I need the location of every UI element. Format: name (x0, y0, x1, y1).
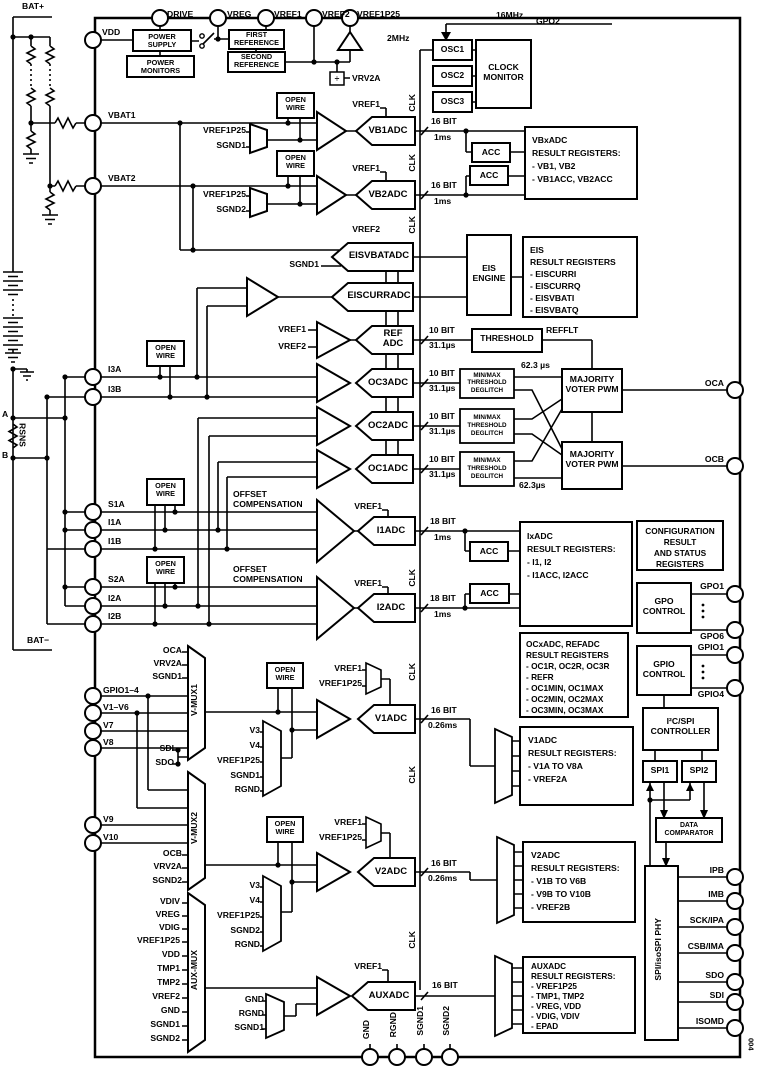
pin-vref2 (306, 10, 322, 26)
clk-label: CLK (407, 216, 417, 234)
label-v3: V3 (249, 880, 260, 890)
rate-1ms: 1ms (434, 132, 452, 142)
pin-label-ocb: OCB (704, 454, 724, 464)
offset-comp-triangle (317, 577, 354, 639)
open-wire: OPEN WIRE (274, 819, 296, 837)
pin-csb-ima (727, 945, 743, 961)
pin-label-sdo: SDO (705, 970, 724, 980)
rate-311us: 31.1µs (429, 383, 456, 393)
config-reg-line: AND STATUS (653, 548, 707, 558)
pin-label-isomd: ISOMD (695, 1016, 724, 1026)
label-sgnd1: SGND1 (216, 140, 246, 150)
label-rsns: RSNS (17, 423, 28, 447)
label-gnd: GND (160, 1005, 180, 1015)
pin-label-imb: IMB (708, 889, 724, 899)
label-vref1p25: VREF1P25 (137, 935, 180, 945)
v2-reg-line: - V1B TO V6B (531, 876, 587, 886)
dotted-segments (13, 64, 50, 318)
majority-voter: MAJORITY VOTER PWM (565, 374, 619, 394)
pin-v7 (85, 723, 101, 739)
clk-label: CLK (407, 154, 417, 172)
pin-vdd (85, 32, 101, 48)
external-battery-wiring (3, 17, 85, 650)
minmax-line: THRESHOLD (467, 379, 507, 386)
buffer-triangle (317, 407, 350, 445)
pin-oca (727, 382, 743, 398)
pin-gpio14 (85, 688, 101, 704)
rate-16bit: 16 BIT (431, 180, 457, 190)
offset-compensation: OFFSET COMPENSATION (233, 489, 303, 509)
vbx-reg-line: VBxADC (532, 135, 568, 145)
pin-s1a (85, 504, 101, 520)
rate-18bit: 18 BIT (430, 593, 456, 603)
pin-i2a (85, 598, 101, 614)
pin-v8 (85, 740, 101, 756)
pin-label-i2b: I2B (108, 611, 122, 621)
label-sdi: SDI (159, 743, 174, 753)
pin-gpo1 (727, 586, 743, 602)
fanout-shape (495, 729, 512, 803)
v2-reg-line: - V9B TO V10B (531, 889, 592, 899)
eis-reg-line: - EISCURRQ (530, 281, 581, 291)
label-vref1p25: VREF1P25 (217, 910, 260, 920)
ocx-reg-line: - OC2MIN, OC2MAX (526, 694, 604, 704)
mux-shape (263, 876, 281, 951)
open-wire: OPEN WIRE (285, 153, 306, 171)
minmax-line: DEGLITCH (470, 430, 504, 437)
ocx-reg-line: - OC1MIN, OC1MAX (526, 683, 604, 693)
minmax-line: THRESHOLD (467, 465, 507, 472)
arrow-up-spi2 (686, 783, 694, 791)
pin-label-i3a: I3A (108, 364, 122, 374)
label-2mhz: 2MHz (387, 33, 410, 43)
pin-label-vref1: VREF1 (274, 9, 302, 19)
osc3: OSC3 (440, 96, 465, 106)
pin-isomd (727, 1020, 743, 1036)
pin-vref1 (258, 10, 274, 26)
rate-026ms: 0.26ms (428, 720, 458, 730)
pin-i3b (85, 389, 101, 405)
gpo-control: GPO CONTROL (642, 596, 686, 616)
adc-i1: I1ADC (376, 525, 406, 536)
minmax-line: DEGLITCH (470, 387, 504, 394)
ix-reg-line: IxADC (527, 531, 553, 541)
pin-label-gpo1: GPO1 (700, 581, 724, 591)
pin-label-v1v6: V1–V6 (103, 702, 129, 712)
label-vref1p25: VREF1P25 (319, 678, 362, 688)
osc1: OSC1 (440, 44, 465, 54)
ix-reg-line: - I1, I2 (527, 557, 552, 567)
vmux1-label: V-MUX1 (189, 684, 199, 716)
eis-reg-line: EIS (530, 245, 544, 255)
open-wire: OPEN WIRE (155, 559, 176, 577)
osc2: OSC2 (440, 70, 465, 80)
vbx-reg-line: - VB1, VB2 (532, 161, 576, 171)
clk-label: CLK (407, 94, 417, 112)
v1-reg-line: - VREF2A (528, 774, 568, 784)
pin-label-sck-ipa: SCK/IPA (689, 915, 724, 925)
buffer-triangle (247, 278, 278, 316)
label-bat-minus: BAT− (27, 635, 50, 645)
vmux2-label: V-MUX2 (189, 812, 199, 844)
rate-16bit: 16 BIT (432, 980, 458, 990)
label-vdd: VDD (161, 949, 180, 959)
label-vref2: VREF2 (352, 224, 380, 234)
label-vref1: VREF1 (354, 578, 382, 588)
pin-label-vbat2: VBAT2 (108, 173, 136, 183)
pin-label-gnd: GND (361, 1020, 371, 1040)
pin-label-v9: V9 (103, 814, 114, 824)
pin-i2b (85, 616, 101, 632)
pin-i1b (85, 541, 101, 557)
label-vdiv: VDIV (159, 896, 180, 906)
pin-label-i1b: I1B (108, 536, 122, 546)
aux-reg-line: - VDIG, VDIV (531, 1012, 580, 1021)
buffer-triangle (317, 853, 350, 891)
fanout-shape (497, 837, 514, 923)
clk-label: CLK (407, 569, 417, 587)
acc-label: ACC (480, 588, 499, 598)
ix-reg-line: - I1ACC, I2ACC (527, 570, 589, 580)
config-reg-line: RESULT (663, 537, 697, 547)
label-vref2: VREF2 (152, 991, 180, 1001)
aux-reg-line: - VREF1P25 (531, 982, 577, 991)
pin-label-sdi: SDI (709, 990, 724, 1000)
minmax-line: DEGLITCH (470, 473, 504, 480)
pin-imb (727, 893, 743, 909)
adc-aux: AUXADC (368, 990, 410, 1001)
pin-label-gpio4: GPIO4 (697, 689, 724, 699)
adc-v2: V2ADC (374, 866, 408, 877)
spi1: SPI1 (650, 765, 670, 775)
label-sgnd1: SGND1 (150, 1019, 180, 1029)
label-vrv2a: VRV2A (352, 73, 381, 83)
ix-reg-line: RESULT REGISTERS: (527, 544, 616, 554)
vbx-reg-line: - VB1ACC, VB2ACC (532, 174, 613, 184)
pin-label-csb-ima: CSB/IMA (687, 941, 724, 951)
label-rgnd: RGND (234, 784, 260, 794)
label-vref1: VREF1 (278, 324, 306, 334)
buffer-triangle (317, 112, 346, 150)
pin-label-v8: V8 (103, 737, 114, 747)
label-vref1p25: VREF1P25 (217, 755, 260, 765)
label-sgnd2: SGND2 (152, 875, 182, 885)
pin-label-gpo6: GPO6 (700, 631, 724, 641)
pin-label-sgnd1: SGND1 (415, 1006, 425, 1036)
eis-reg-line: RESULT REGISTERS (530, 257, 616, 267)
pin-gpo6 (727, 622, 743, 638)
rate-18bit: 18 BIT (430, 516, 456, 526)
pin-vreg (210, 10, 226, 26)
pin-label-vref1p25: VREF1P25 (357, 9, 400, 19)
switch-contact (200, 34, 204, 38)
spi2: SPI2 (689, 765, 709, 775)
ocx-reg-line: - REFR (526, 672, 554, 682)
label-rgnd: RGND (238, 1008, 264, 1018)
rate-16bit: 16 BIT (431, 116, 457, 126)
v2-reg-line: RESULT REGISTERS: (531, 863, 620, 873)
label-vref2: VREF2 (278, 341, 306, 351)
label-16mhz: 16MHz (496, 10, 524, 20)
pin-ipb (727, 869, 743, 885)
switch-contact (200, 44, 204, 48)
pin-label-v10: V10 (103, 832, 119, 842)
label-vref1p25: VREF1P25 (203, 189, 246, 199)
gpio-control: GPIO CONTROL (642, 659, 686, 679)
adc-eisvbat: EISVBATADC (348, 250, 410, 261)
label-oca: OCA (162, 645, 182, 655)
label-623us: 62.3µs (519, 480, 546, 490)
open-wire: OPEN WIRE (285, 95, 306, 113)
buffer-triangle (317, 700, 350, 738)
rate-311us: 31.1µs (429, 469, 456, 479)
label-v4: V4 (249, 895, 260, 905)
clock-monitor: CLOCK MONITOR (483, 62, 524, 82)
pin-vbat1 (85, 115, 101, 131)
second-reference: SECOND REFERENCE (233, 52, 279, 70)
data-comparator: DATA COMPARATOR (664, 822, 714, 837)
label-sgnd1: SGND1 (289, 259, 319, 269)
label-rgnd: RGND (234, 939, 260, 949)
label-gpo2: GPO2 (536, 16, 560, 26)
config-reg-line: REGISTERS (656, 559, 704, 569)
label-vref1p25: VREF1P25 (203, 125, 246, 135)
adc-ref: REF ADC (382, 328, 404, 349)
vb-wiring (99, 108, 525, 250)
acc-label: ACC (479, 546, 499, 556)
pin-rgnd (389, 1049, 405, 1065)
power-monitors: POWER MONITORS (140, 58, 181, 76)
pin-label-gpio1: GPIO1 (697, 642, 724, 652)
buffer-triangle (338, 32, 362, 50)
open-wire: OPEN WIRE (155, 343, 176, 361)
pin-label-v7: V7 (103, 720, 114, 730)
label-node-b: B (2, 450, 9, 460)
power-supply: POWER SUPPLY (147, 32, 177, 50)
pin-vbat2 (85, 178, 101, 194)
adc-vb2: VB2ADC (368, 189, 408, 200)
buffer-triangle (317, 450, 350, 488)
label-vref1: VREF1 (352, 163, 380, 173)
clk-label: CLK (407, 663, 417, 681)
label-sgnd1: SGND1 (152, 671, 182, 681)
v1-reg-line: RESULT REGISTERS: (528, 748, 617, 758)
mux-shape (366, 817, 381, 848)
label-sgnd2: SGND2 (216, 204, 246, 214)
rate-311us: 31.1µs (429, 340, 456, 350)
pin-ocb (727, 458, 743, 474)
first-reference: FIRST REFERENCE (233, 30, 279, 48)
divider-symbol: ÷ (334, 73, 340, 83)
adc-oc1: OC1ADC (367, 463, 409, 474)
label-sdo: SDO (155, 757, 174, 767)
eis-reg-line: - EISVBATI (530, 293, 575, 303)
config-reg-line: CONFIGURATION (645, 526, 715, 536)
mux-shape (263, 721, 281, 796)
label-vreg: VREG (155, 909, 180, 919)
mux-shape (366, 663, 381, 694)
pin-label-vdd: VDD (102, 27, 121, 37)
clk-label: CLK (407, 766, 417, 784)
v2-reg-line: V2ADC (531, 850, 561, 860)
label-bat-plus: BAT+ (22, 1, 45, 11)
label-v4: V4 (249, 740, 260, 750)
rate-10bit: 10 BIT (429, 325, 455, 335)
ocx-reg-line: RESULT REGISTERS (526, 650, 609, 660)
pin-s2a (85, 579, 101, 595)
label-sgnd1: SGND1 (230, 770, 260, 780)
pin-sdo (727, 974, 743, 990)
pin-label-gpio14: GPIO1–4 (103, 685, 139, 695)
minmax-line: MIN/MAX (473, 457, 501, 464)
acc-label: ACC (479, 170, 499, 180)
v1-reg-line: - V1A TO V8A (528, 761, 583, 771)
label-gnd: GND (244, 994, 264, 1004)
pin-label-i2a: I2A (108, 593, 122, 603)
label-refflt: REFFLT (546, 325, 579, 335)
pin-label-rgnd: RGND (388, 1012, 398, 1038)
aux-reg-line: RESULT REGISTERS: (531, 972, 616, 981)
pin-label-oca: OCA (704, 378, 724, 388)
pin-i3a (85, 369, 101, 385)
rate-10bit: 10 BIT (429, 368, 455, 378)
pin-label-s2a: S2A (108, 574, 125, 584)
ocx-reg-line: - OC1R, OC2R, OC3R (526, 661, 610, 671)
pin-sdi (727, 994, 743, 1010)
rate-1ms: 1ms (434, 609, 452, 619)
buffer-triangle (317, 176, 346, 214)
label-ocb: OCB (162, 848, 182, 858)
buffer-triangle (317, 364, 350, 402)
mux-shape (266, 994, 284, 1038)
label-vref1: VREF1 (334, 817, 362, 827)
acc-label: ACC (481, 147, 501, 157)
i2c-spi-controller: I²C/SPI CONTROLLER (650, 716, 711, 736)
pin-v9 (85, 817, 101, 833)
auxmux-label: AUX-MUX (189, 950, 199, 991)
minmax-line: THRESHOLD (467, 422, 507, 429)
pin-v10 (85, 835, 101, 851)
label-v3: V3 (249, 725, 260, 735)
minmax-line: MIN/MAX (473, 414, 501, 421)
eis-engine: EIS ENGINE (472, 263, 506, 283)
offset-comp-triangle (317, 500, 354, 562)
label-623us: 62.3 µs (521, 360, 550, 370)
eis-reg-line: - EISVBATQ (530, 305, 579, 315)
pin-label-drive: DRIVE (167, 9, 194, 19)
v1-reg-line: V1ADC (528, 735, 558, 745)
pin-sgnd2 (442, 1049, 458, 1065)
adc-vb1: VB1ADC (368, 125, 408, 136)
pin-drive (152, 10, 168, 26)
pin-label-vreg: VREG (227, 9, 252, 19)
pin-label-vref2: VREF2 (322, 9, 350, 19)
label-vrv2a: VRV2A (153, 658, 182, 668)
label-tmp2: TMP2 (157, 977, 180, 987)
bus-slashes (421, 127, 428, 1000)
pin-label-s1a: S1A (108, 499, 125, 509)
label-sgnd1: SGND1 (234, 1022, 264, 1032)
rate-16bit: 16 BIT (431, 705, 457, 715)
buffer-triangle (317, 322, 350, 358)
pin-i1a (85, 522, 101, 538)
rate-10bit: 10 BIT (429, 454, 455, 464)
aux-reg-line: AUXADC (531, 962, 567, 971)
label-sgnd2: SGND2 (150, 1033, 180, 1043)
adc-eiscurr: EISCURRADC (347, 290, 411, 301)
aux-reg-line: - TMP1, TMP2 (531, 992, 585, 1001)
buffer-triangle (317, 977, 350, 1015)
arrow-up-spi1 (646, 783, 654, 791)
open-wire: OPEN WIRE (155, 481, 176, 499)
ocx-reg-line: - OC3MIN, OC3MAX (526, 705, 604, 715)
pin-v1v6 (85, 705, 101, 721)
mux-shape (250, 188, 267, 217)
pin-sgnd1 (416, 1049, 432, 1065)
label-tmp1: TMP1 (157, 963, 180, 973)
rate-16bit: 16 BIT (431, 858, 457, 868)
offset-compensation: OFFSET COMPENSATION (233, 564, 303, 584)
pin-sck-ipa (727, 919, 743, 935)
rate-1ms: 1ms (434, 196, 452, 206)
rate-10bit: 10 BIT (429, 411, 455, 421)
threshold: THRESHOLD (480, 333, 534, 343)
pin-label-ipb: IPB (709, 865, 724, 875)
pin-gpio4 (727, 680, 743, 696)
v2-reg-line: - VREF2B (531, 902, 571, 912)
label-vref1: VREF1 (354, 961, 382, 971)
adc-oc2: OC2ADC (367, 420, 409, 431)
pin-label-sgnd2: SGND2 (441, 1006, 451, 1036)
pin-label-i1a: I1A (108, 517, 122, 527)
label-node-a: A (2, 409, 9, 419)
label-vref1: VREF1 (354, 501, 382, 511)
adc-oc3: OC3ADC (367, 377, 409, 388)
clk-label: CLK (407, 931, 417, 949)
majority-voter: MAJORITY VOTER PWM (565, 449, 619, 469)
aux-reg-line: - VREG, VDD (531, 1002, 582, 1011)
phy-label: SPI/isoSPI PHY (653, 918, 663, 981)
vbx-reg-line: RESULT REGISTERS: (532, 148, 621, 158)
adc-i2: I2ADC (376, 602, 406, 613)
label-vrv2a: VRV2A (153, 861, 182, 871)
label-vref1: VREF1 (334, 663, 362, 673)
minmax-line: MIN/MAX (473, 372, 501, 379)
label-vdig: VDIG (158, 922, 180, 932)
fanout-shape (495, 956, 512, 1036)
adc-v1: V1ADC (374, 713, 408, 724)
figure-code: 004 (746, 1038, 756, 1051)
label-vref1p25: VREF1P25 (319, 832, 362, 842)
pin-label-vbat1: VBAT1 (108, 110, 136, 120)
pin-label-i3b: I3B (108, 384, 122, 394)
label-vref1: VREF1 (352, 99, 380, 109)
label-sgnd2: SGND2 (230, 925, 260, 935)
open-wire: OPEN WIRE (274, 665, 296, 683)
pin-gpio1 (727, 647, 743, 663)
rate-026ms: 0.26ms (428, 873, 458, 883)
mux-shape (250, 124, 267, 153)
ocx-reg-line: OCxADC, REFADC (526, 639, 600, 649)
eis-reg-line: - EISCURRI (530, 269, 577, 279)
rate-311us: 31.1µs (429, 426, 456, 436)
pin-gnd (362, 1049, 378, 1065)
aux-reg-line: - EPAD (531, 1022, 559, 1031)
rate-1ms: 1ms (434, 532, 452, 542)
